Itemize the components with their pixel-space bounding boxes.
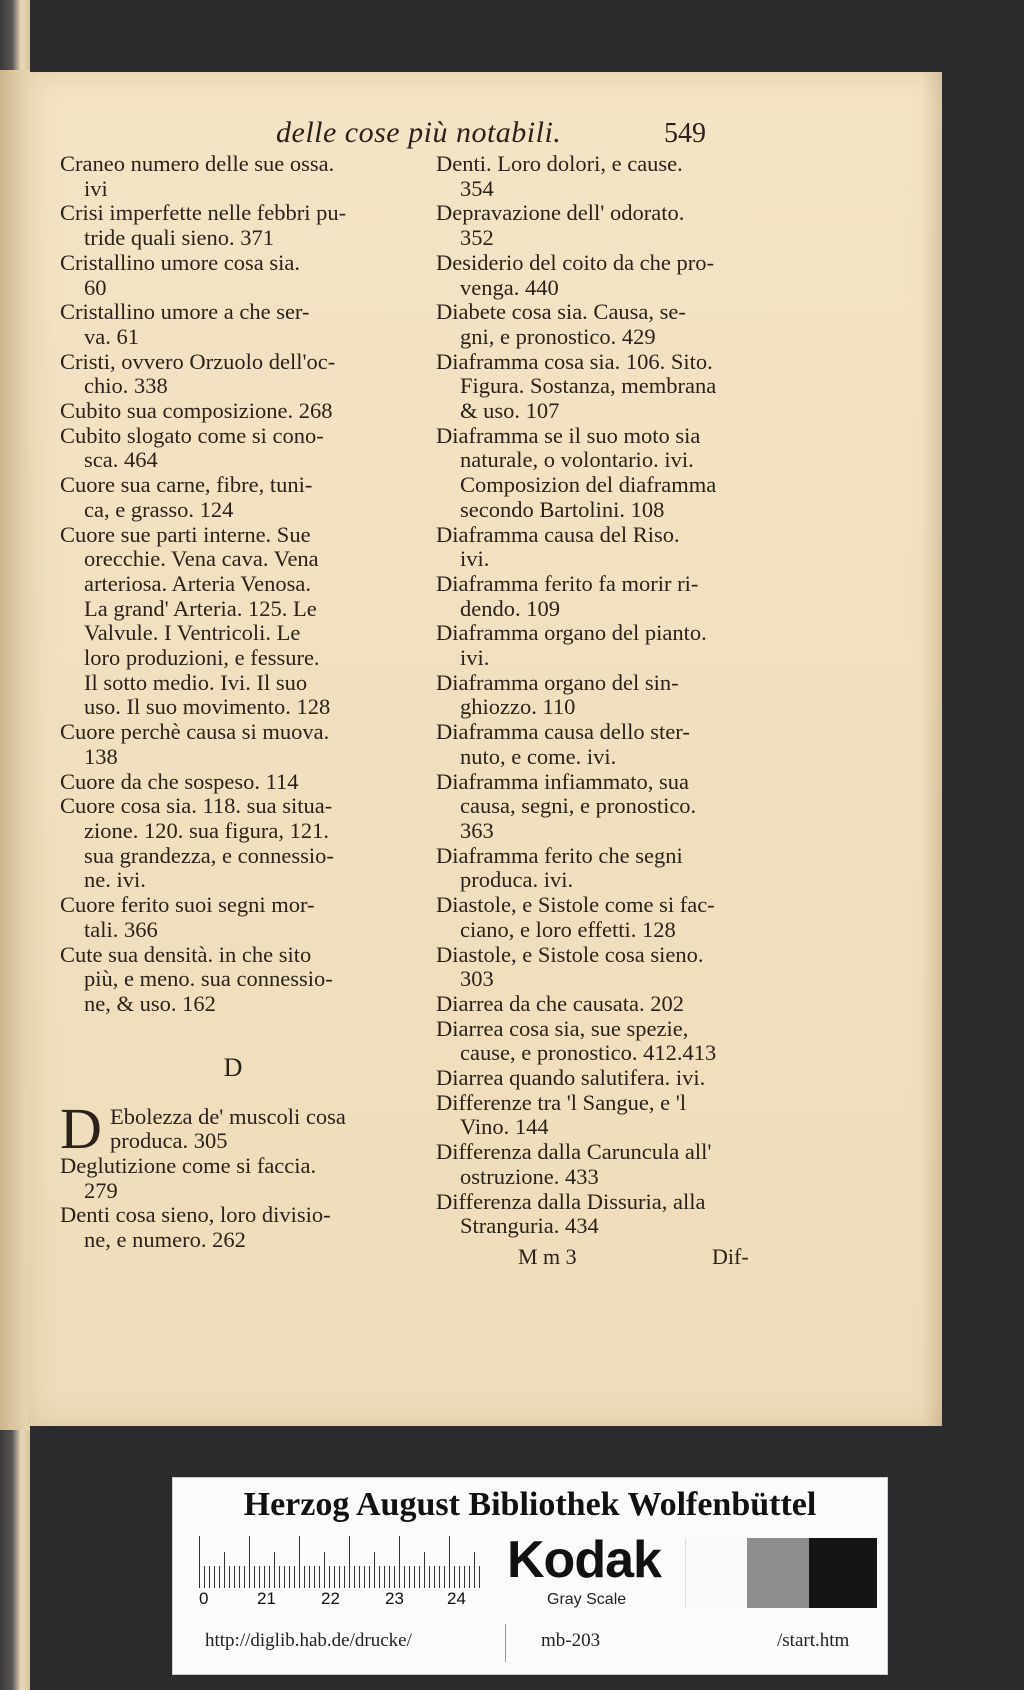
index-entry [436, 300, 782, 349]
entry-line: Cuore da che sospeso. 114 [60, 768, 299, 794]
ruler-tick [364, 1566, 365, 1588]
entry-line: produca. 305 [110, 1128, 228, 1154]
entry-line: Depravazione dell' odorato. [436, 200, 685, 226]
ruler-tick [399, 1536, 400, 1588]
index-entry [60, 1154, 406, 1203]
index-entry [60, 794, 406, 893]
left-column [60, 152, 406, 1253]
index-entry [436, 943, 782, 992]
index-entry [60, 473, 406, 522]
ruler-label: 21 [257, 1589, 276, 1608]
ruler-tick [449, 1536, 450, 1588]
entry-line: più, e meno. sua connessio- [84, 966, 333, 992]
ruler-tick [274, 1552, 275, 1588]
index-entry [436, 671, 782, 720]
ruler-tick [469, 1566, 470, 1588]
entry-line: La grand' Arteria. 125. Le [84, 595, 317, 621]
entry-line: Cuore sue parti interne. Sue [60, 521, 311, 547]
entry-line: Denti. Loro dolori, e cause. [436, 151, 683, 176]
ruler-tick [244, 1566, 245, 1588]
kodak-logo: Kodak [507, 1531, 661, 1589]
ruler-tick [204, 1566, 205, 1588]
index-entry [436, 770, 782, 844]
entry-line: tali. 366 [84, 916, 158, 942]
index-entry [60, 350, 406, 399]
index-entry [436, 893, 782, 942]
ruler-tick [409, 1566, 410, 1588]
ruler-tick [339, 1566, 340, 1588]
page-number: 549 [664, 118, 706, 149]
entry-line: Cuore sua carne, fibre, tuni- [60, 472, 313, 498]
entry-line: Vino. 144 [460, 1114, 549, 1140]
ruler-tick [284, 1566, 285, 1588]
ruler-tick [334, 1566, 335, 1588]
entry-line: Diaframma se il suo moto sia [436, 422, 701, 448]
entry-line: Diaframma cosa sia. 106. Sito. [436, 348, 713, 374]
index-entry [436, 201, 782, 250]
entry-line: Valvule. I Ventricoli. Le [84, 620, 301, 646]
ruler-tick [249, 1536, 250, 1588]
index-entry [436, 424, 782, 523]
ruler-tick [314, 1566, 315, 1588]
index-entry [436, 992, 782, 1017]
book-page [28, 72, 942, 1426]
right-column [436, 152, 782, 1239]
index-entry [436, 350, 782, 424]
index-entry [436, 1066, 782, 1091]
ruler-tick [394, 1566, 395, 1588]
entry-line: uso. Il suo movimento. 128 [84, 694, 331, 720]
ruler-label: 24 [447, 1589, 466, 1608]
entry-line: Cubito sua composizione. 268 [60, 398, 333, 424]
library-title: Herzog August Bibliothek Wolfenbüttel [243, 1486, 817, 1523]
ruler-tick [379, 1566, 380, 1588]
index-entry [60, 720, 406, 769]
entry-line: Diastole, e Sistole come si fac- [436, 892, 715, 918]
index-entry [60, 424, 406, 473]
scale-ruler [199, 1536, 485, 1588]
entry-line: tride quali sieno. 371 [84, 225, 274, 251]
ruler-label: 0 [199, 1589, 209, 1608]
index-entry [436, 152, 782, 201]
dropcap: D [60, 1095, 102, 1161]
entry-line: Cristallino umore a che ser- [60, 299, 310, 325]
ruler-tick [254, 1566, 255, 1588]
entry-line: ivi [84, 175, 108, 201]
entry-line: ne, e numero. 262 [84, 1227, 246, 1253]
entry-line: ne. ivi. [84, 867, 146, 893]
url-right[interactable]: /start.htm [777, 1630, 850, 1651]
entry-line: Denti cosa sieno, loro divisio- [60, 1202, 331, 1228]
ruler-tick [474, 1552, 475, 1588]
entry-line: Craneo numero delle sue ossa. [60, 151, 335, 176]
ruler-tick [264, 1566, 265, 1588]
entry-line: Figura. Sostanza, membrana [460, 373, 717, 399]
ruler-tick [459, 1566, 460, 1588]
catchword: Dif- [712, 1244, 749, 1269]
entry-line: Diaframma organo del sin- [436, 669, 679, 695]
index-entry [60, 943, 406, 1017]
ruler-tick [454, 1566, 455, 1588]
entry-line: Differenza dalla Dissuria, alla [436, 1188, 706, 1214]
ruler-tick [429, 1566, 430, 1588]
entry-line: ca, e grasso. 124 [84, 496, 234, 522]
index-entry [436, 1091, 782, 1140]
index-entry [436, 1140, 782, 1189]
entry-line: ivi. [460, 645, 490, 671]
index-entry [60, 770, 406, 795]
entry-line: Stranguria. 434 [460, 1213, 599, 1239]
ruler-tick [434, 1566, 435, 1588]
swatch-dark [809, 1538, 877, 1608]
index-entry [60, 201, 406, 250]
entry-line: orecchie. Vena cava. Vena [84, 546, 319, 572]
ruler-tick [234, 1566, 235, 1588]
divider [505, 1624, 506, 1662]
entry-line: Diarrea quando salutifera. ivi. [436, 1065, 706, 1091]
entry-line: va. 61 [84, 323, 139, 349]
entry-line: 354 [460, 175, 494, 201]
entry-line: & uso. 107 [460, 398, 560, 424]
entry-line: Crisi imperfette nelle febbri pu- [60, 200, 347, 226]
entry-line: Differenza dalla Caruncula all' [436, 1139, 712, 1165]
ruler-tick [359, 1566, 360, 1588]
entry-line: Diaframma organo del pianto. [436, 620, 707, 646]
ruler-tick [349, 1536, 350, 1588]
ruler-tick [209, 1566, 210, 1588]
index-entry [60, 1203, 406, 1252]
entry-line: ciano, e loro effetti. 128 [460, 916, 676, 942]
ruler-tick [259, 1566, 260, 1588]
entry-line: sua grandezza, e connessio- [84, 842, 334, 868]
entry-line: 352 [460, 225, 494, 251]
index-entry [60, 1095, 406, 1161]
entry-line: Cristi, ovvero Orzuolo dell'oc- [60, 348, 336, 374]
entry-line: Diaframma ferito che segni [436, 842, 683, 868]
url-mid[interactable]: mb-203 [541, 1630, 601, 1651]
ruler-tick [269, 1566, 270, 1588]
ruler-tick [324, 1552, 325, 1588]
swatch-white [685, 1538, 748, 1608]
index-entry [60, 399, 406, 424]
ruler-tick [319, 1566, 320, 1588]
index-entry [436, 1190, 782, 1239]
entry-line: ostruzione. 433 [460, 1163, 599, 1189]
ruler-tick [219, 1566, 220, 1588]
ruler-tick [344, 1566, 345, 1588]
entry-line: nuto, e come. ivi. [460, 743, 617, 769]
ruler-tick [309, 1566, 310, 1588]
index-entry [436, 251, 782, 300]
entry-line: 279 [84, 1177, 118, 1203]
ruler-tick [444, 1566, 445, 1588]
entry-line: Diaframma ferito fa morir ri- [436, 570, 699, 596]
entry-line: Diarrea da che causata. 202 [436, 990, 684, 1016]
entry-line: naturale, o volontario. ivi. [460, 447, 694, 473]
entry-line: Diastole, e Sistole cosa sieno. [436, 941, 704, 967]
entry-line: dendo. 109 [460, 595, 560, 621]
entry-line: venga. 440 [460, 274, 559, 300]
ruler-labels [197, 1589, 497, 1613]
entry-line: cause, e pronostico. 412.413 [460, 1040, 717, 1066]
ruler-label: 22 [321, 1589, 340, 1608]
ruler-tick [369, 1566, 370, 1588]
entry-line: Diaframma causa dello ster- [436, 719, 690, 745]
entry-line: ivi. [460, 546, 490, 572]
entry-line: arteriosa. Arteria Venosa. [84, 570, 311, 596]
ruler-tick [304, 1566, 305, 1588]
entry-line: produca. ivi. [460, 867, 574, 893]
index-entry [436, 1017, 782, 1066]
ruler-tick [419, 1566, 420, 1588]
swatch-gray [747, 1538, 809, 1608]
ruler-tick [294, 1566, 295, 1588]
entry-line: Diaframma causa del Riso. [436, 521, 680, 547]
index-entry [436, 844, 782, 893]
ruler-tick [199, 1536, 200, 1588]
ruler-tick [329, 1566, 330, 1588]
entry-line: 60 [84, 274, 107, 300]
entry-line: chio. 338 [84, 373, 168, 399]
ruler-tick [389, 1566, 390, 1588]
ruler-tick [289, 1566, 290, 1588]
entry-line: Cristallino umore cosa sia. [60, 249, 300, 275]
ruler-tick [384, 1566, 385, 1588]
index-entry [436, 720, 782, 769]
entry-line: Differenze tra 'l Sangue, e 'l [436, 1089, 687, 1115]
ruler-tick [464, 1566, 465, 1588]
gray-scale-label: Gray Scale [547, 1591, 627, 1608]
entry-line: ne, & uso. 162 [84, 990, 216, 1016]
ruler-tick [239, 1566, 240, 1588]
ruler-tick [299, 1536, 300, 1588]
url-left[interactable]: http://diglib.hab.de/drucke/ [205, 1630, 412, 1651]
index-entry [60, 523, 406, 721]
entry-line: Diarrea cosa sia, sue spezie, [436, 1015, 689, 1041]
index-entry [60, 251, 406, 300]
signature-mark: M m 3 [518, 1244, 577, 1269]
ruler-tick [439, 1566, 440, 1588]
ruler-label: 23 [385, 1589, 404, 1608]
ruler-tick [414, 1566, 415, 1588]
index-entry [436, 572, 782, 621]
entry-line: Cuore perchè causa si muova. [60, 719, 330, 745]
running-title: delle cose più notabili. [276, 116, 562, 149]
entry-line: loro produzioni, e fessure. [84, 645, 320, 671]
ruler-tick [404, 1566, 405, 1588]
entry-line: Deglutizione come si faccia. [60, 1153, 317, 1179]
entry-line: ghiozzo. 110 [460, 694, 576, 720]
entry-line: sca. 464 [84, 447, 158, 473]
index-entry [60, 300, 406, 349]
entry-line: secondo Bartolini. 108 [460, 496, 665, 522]
entry-line: Diabete cosa sia. Causa, se- [436, 299, 686, 325]
entry-line: 138 [84, 743, 118, 769]
index-entry [436, 621, 782, 670]
entry-line: Composizion del diaframma [460, 472, 717, 498]
entry-line: 303 [460, 966, 494, 992]
index-entry [60, 152, 406, 201]
section-letter: D [223, 1052, 243, 1082]
entry-line: Cuore cosa sia. 118. sua situa- [60, 793, 333, 819]
ruler-tick [479, 1566, 480, 1588]
ruler-tick [214, 1566, 215, 1588]
left-page-edge [0, 0, 30, 1690]
ruler-tick [224, 1552, 225, 1588]
gray-scale-swatches [685, 1538, 877, 1608]
entry-line: Ebolezza de' muscoli cosa [110, 1103, 346, 1129]
entry-line: Cuore ferito suoi segni mor- [60, 892, 315, 918]
ruler-tick [424, 1552, 425, 1588]
index-entry [60, 893, 406, 942]
entry-line: causa, segni, e pronostico. [460, 793, 697, 819]
ruler-tick [279, 1566, 280, 1588]
entry-line: Il sotto medio. Ivi. Il suo [84, 669, 308, 695]
ruler-tick [229, 1566, 230, 1588]
ruler-tick [374, 1552, 375, 1588]
entry-line: gni, e pronostico. 429 [460, 323, 656, 349]
entry-line: Diaframma infiammato, sua [436, 768, 690, 794]
entry-line: zione. 120. sua figura, 121. [84, 817, 329, 843]
index-entry [436, 523, 782, 572]
entry-line: Cute sua densità. in che sito [60, 941, 312, 967]
entry-line: Cubito slogato come si cono- [60, 422, 324, 448]
entry-line: 363 [460, 817, 494, 843]
ruler-tick [354, 1566, 355, 1588]
page-stack [0, 70, 30, 1430]
archive-card [172, 1477, 888, 1675]
entry-line: Desiderio del coito da che pro- [436, 249, 715, 275]
